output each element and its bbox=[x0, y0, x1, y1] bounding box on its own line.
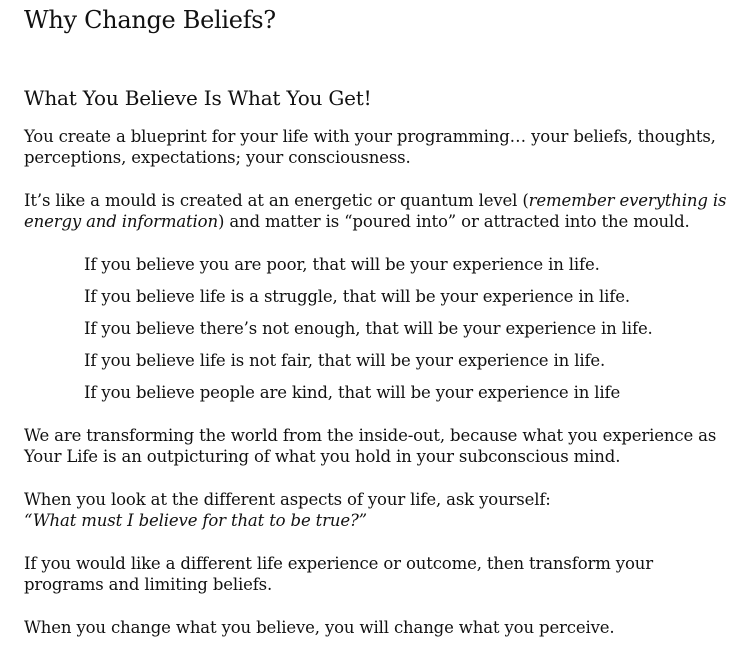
paragraph-change: When you change what you believe, you will change what you perceive. bbox=[24, 618, 615, 637]
look-quote: “What must I believe for that to be true?” bbox=[24, 511, 367, 530]
belief-item: If you believe you are poor, that will be your experience in life. bbox=[84, 255, 600, 274]
section-heading: What You Believe Is What You Get! bbox=[24, 86, 372, 110]
paragraph-look bbox=[24, 489, 729, 531]
belief-item: If you believe there’s not enough, that will be your experience in life. bbox=[84, 319, 653, 338]
belief-item: If you believe people are kind, that will be your experience in life bbox=[84, 383, 621, 402]
paragraph-transform: We are transforming the world from the inside-out, because what you experience as Your Life is an outpicturing of what you hold in your subconscious mind. bbox=[24, 426, 717, 466]
beliefs-list bbox=[84, 254, 729, 403]
look-text: When you look at the different aspects of your life, ask yourself: bbox=[24, 490, 551, 509]
mould-emphasis: remember everything is energy and information bbox=[24, 191, 727, 231]
paragraph-blueprint: You create a blueprint for your life with your programming… your beliefs, thoughts, perceptions, expectations; your consciousness. bbox=[24, 127, 716, 167]
mould-text-end: ) and matter is “poured into” or attracted into the mould. bbox=[217, 212, 690, 231]
belief-item: If you believe life is not fair, that will be your experience in life. bbox=[84, 351, 606, 370]
paragraph-mould bbox=[24, 190, 729, 232]
page-title: Why Change Beliefs? bbox=[24, 6, 276, 34]
document-page bbox=[24, 0, 729, 638]
belief-item: If you believe life is a struggle, that will be your experience in life. bbox=[84, 287, 630, 306]
mould-text-start: It’s like a mould is created at an energetic or quantum level ( bbox=[24, 191, 529, 210]
paragraph-different: If you would like a different life experience or outcome, then transform your programs and limiting beliefs. bbox=[24, 554, 653, 594]
